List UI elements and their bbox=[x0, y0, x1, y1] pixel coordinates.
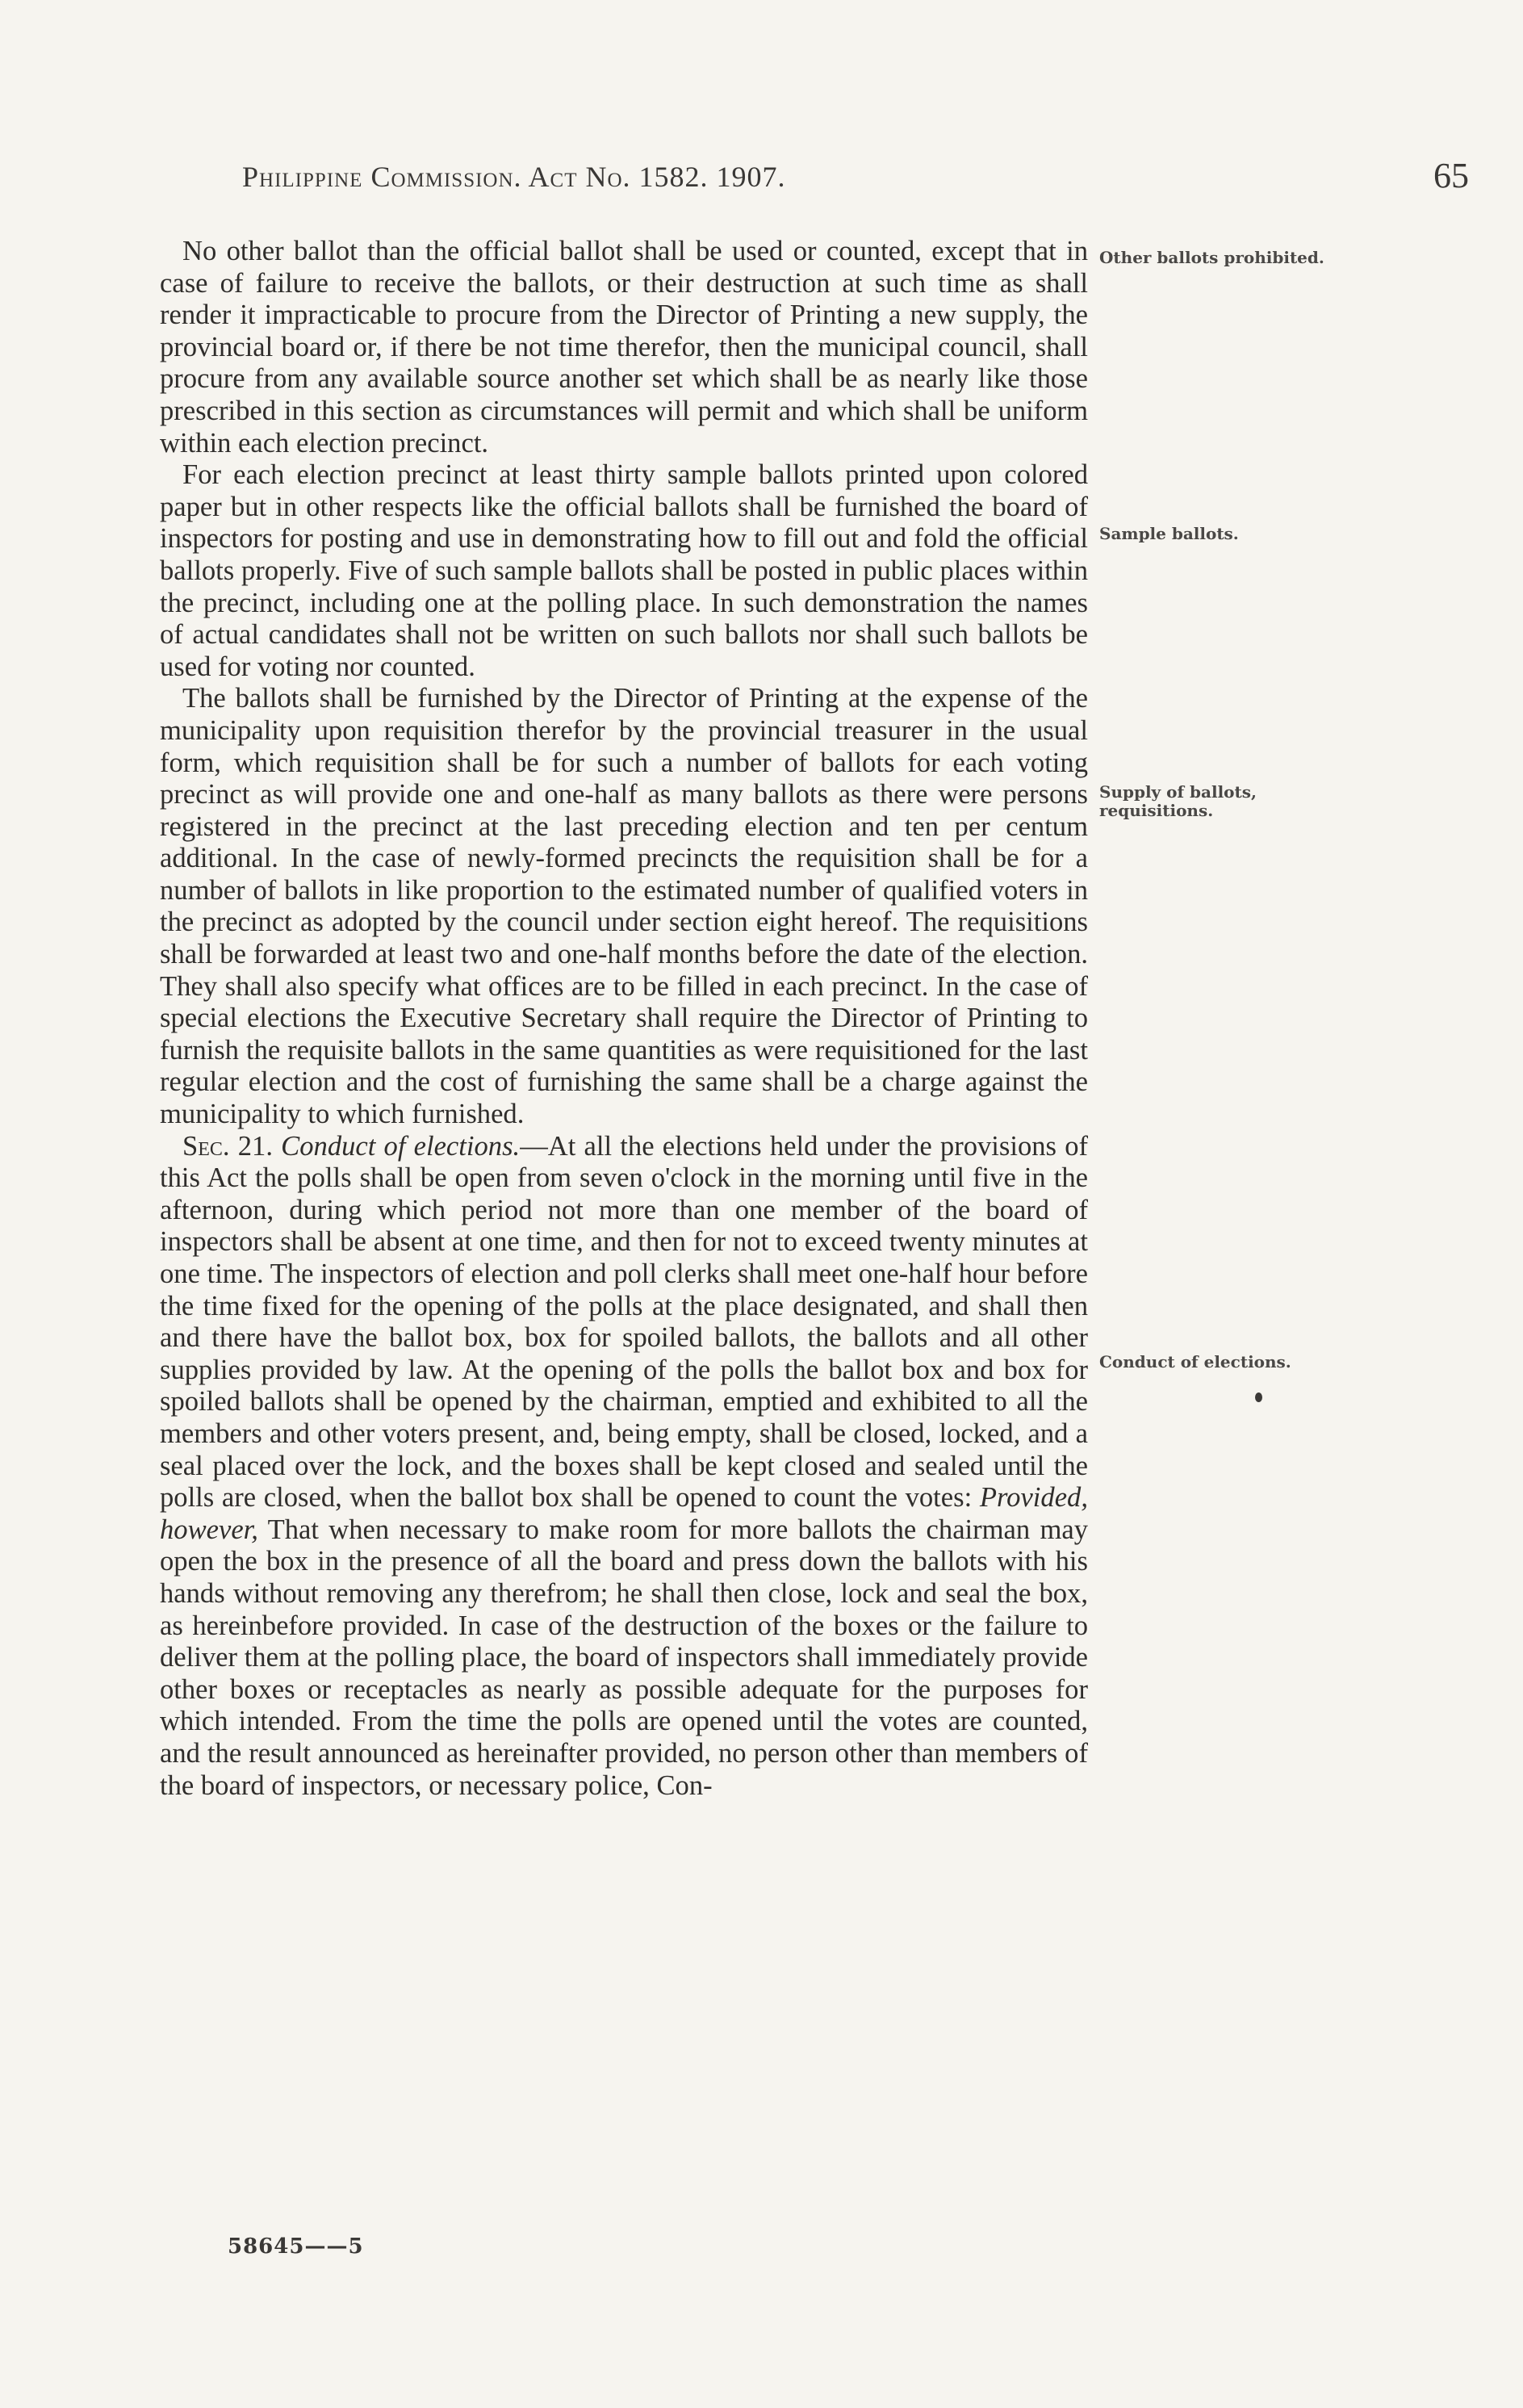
body-text bbox=[160, 236, 1088, 1802]
section-text-part2: That when necessary to make room for more ballots the chairman may open the box in the presence of all the board and press down the ballots with his hands without removing any therefrom; he shall then close, lock and seal the box, as hereinbefore provided. In case of the destruction of the boxes or the failure to deliver them at the polling place, the board of inspectors shall immediately provide other boxes or receptacles as nearly as possible adequate for the purposes for which intended. From the time the polls are opened until the votes are counted, and the result announced as hereinafter provided, no person other than members of the board of inspectors, or necessary police, Con- bbox=[160, 1514, 1088, 1801]
running-head: Philippine Commission. Act No. 1582. 1907. bbox=[242, 161, 786, 193]
margin-note-conduct-of-elections: Conduct of elections. bbox=[1099, 1352, 1291, 1372]
ink-speck bbox=[1255, 1392, 1262, 1402]
paragraph-sample-ballots: For each election precinct at least thirty sample ballots printed upon colored paper but in other respects like the official ballots shall be furnished the board of inspectors for posting and use in demonstrating how to fill out and fold the official ballots properly. Five of such sample ballots shall be posted in public places within the precinct, including one at the polling place. In such demonstration the names of actual candidates shall not be written on such ballots nor shall such ballots be used for voting nor counted. bbox=[160, 459, 1088, 682]
paragraph-supply-of-ballots: The ballots shall be furnished by the Director of Printing at the expense of the municipality upon requisition therefor by the provincial treasurer in the usual form, which requisition shall be for such a number of ballots for each voting precinct as will provide one and one-half as many ballots as there were persons registered in the precinct at the last preceding election and ten per centum additional. In the case of newly-formed precincts the requisition shall be for a number of ballots in like proportion to the estimated number of qualified voters in the precinct as adopted by the council under section eight hereof. The requisitions shall be forwarded at least two and one-half months before the date of the election. They shall also specify what offices are to be filled in each precinct. In the case of special elections the Executive Secretary shall require the Director of Printing to furnish the requisite ballots in the same quantities as were requisitioned for the last regular election and the cost of furnishing the same shall be a charge against the municipality to which furnished. bbox=[160, 683, 1088, 1130]
section-label: Sec. 21. bbox=[182, 1130, 273, 1162]
paragraph-other-ballots: No other ballot than the official ballot shall be used or counted, except that in case of failure to receive the ballots, or their destruction at such time as shall render it impracticable to procure from the Director of Printing a new supply, the provincial board or, if there be not time therefor, then the municipal council, shall procure from any available source another set which shall be as nearly like those prescribed in this section as circumstances will permit and which shall be uniform within each election precinct. bbox=[160, 236, 1088, 459]
proviso: Provided, however, bbox=[160, 1482, 1088, 1545]
section-text-part1: —At all the elections held under the provisions of this Act the polls shall be open from seven o'clock in the morning until five in the afternoon, during which period not more than one member of the board of inspectors shall be absent at one time, and then for not to exceed twenty minutes at one time. The inspectors of election and poll clerks shall meet one-half hour before the time fixed for the opening of the polls at the place designated, and shall then and there have the ballot box, box for spoiled ballots, the ballots and all other supplies provided by law. At the opening of the polls the ballot box and box for spoiled ballots shall be opened by the chairman, emptied and exhibited to all the members and other voters present, and, being empty, shall be closed, locked, and a seal placed over the lock, and the boxes shall be kept closed and sealed until the polls are closed, when the ballot box shall be opened to count the votes: bbox=[160, 1130, 1088, 1514]
margin-note-sample-ballots: Sample ballots. bbox=[1099, 524, 1239, 543]
section-title: Conduct of elections. bbox=[281, 1130, 521, 1162]
margin-note-supply-of-ballots: Supply of ballots, requisitions. bbox=[1099, 782, 1257, 820]
page-number: 65 bbox=[1433, 156, 1469, 195]
margin-note-other-ballots: Other ballots prohibited. bbox=[1099, 248, 1324, 267]
paragraph-conduct-of-elections bbox=[160, 1131, 1088, 1802]
page-header bbox=[242, 156, 1469, 208]
printer-signature: 58645——5 bbox=[228, 2234, 364, 2259]
